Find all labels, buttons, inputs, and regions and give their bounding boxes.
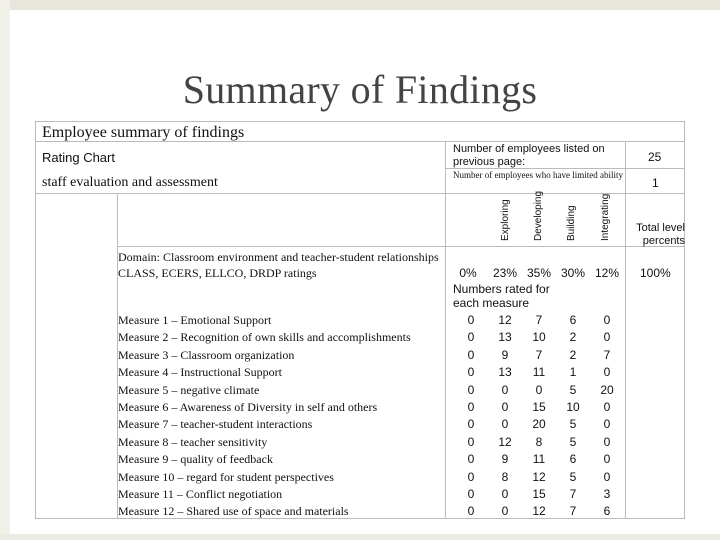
measure-value-cell: 0 (603, 435, 611, 449)
column-header-exploring: Exploring (500, 199, 511, 241)
domain-ratings: CLASS, ECERS, ELLCO, DRDP ratings (118, 266, 317, 280)
measure-name: Measure 8 – teacher sensitivity (118, 435, 268, 449)
total-percent: 100% (640, 266, 671, 280)
measure-value-cell: 8 (535, 435, 543, 449)
measure-name: Measure 9 – quality of feedback (118, 452, 273, 466)
measure-name: Measure 3 – Classroom organization (118, 348, 295, 362)
rating-chart-label: Rating Chart (42, 150, 115, 165)
measure-value-cell: 0 (467, 365, 475, 379)
measure-value-cell: 20 (532, 417, 546, 431)
measure-value-cell: 6 (569, 313, 577, 327)
measure-value-cell: 9 (501, 348, 509, 362)
measure-value-cell: 5 (569, 470, 577, 484)
measure-value-cell: 10 (532, 330, 546, 344)
measure-value-cell: 11 (532, 452, 546, 466)
measure-value-cell: 20 (600, 383, 614, 397)
measure-value-cell: 0 (467, 383, 475, 397)
numbers-rated-label: Numbers rated for each measure (453, 282, 550, 310)
measure-value-cell: 0 (603, 417, 611, 431)
table-divider (35, 141, 685, 142)
measure-value-cell: 12 (532, 504, 546, 518)
measure-value-cell: 0 (501, 400, 509, 414)
measure-value-cell: 0 (501, 417, 509, 431)
measure-value-cell: 7 (569, 487, 577, 501)
percent-cell: 0% (459, 266, 477, 280)
employees-listed-label: Number of employees listed on previous page: (453, 143, 605, 168)
measure-value-cell: 7 (569, 504, 577, 518)
measure-value-cell: 2 (569, 330, 577, 344)
measure-value-cell: 12 (532, 470, 546, 484)
percent-cell: 35% (526, 266, 552, 280)
measure-value-cell: 1 (569, 365, 577, 379)
measure-value-cell: 0 (467, 400, 475, 414)
measure-value-cell: 2 (569, 348, 577, 362)
domain-title: Domain: Classroom environment and teacher-student relationships (118, 250, 439, 264)
measure-name: Measure 6 – Awareness of Diversity in self and others (118, 400, 378, 414)
percent-cell: 30% (560, 266, 586, 280)
measure-value-cell: 0 (501, 383, 509, 397)
measure-value-cell: 5 (569, 383, 577, 397)
measure-value-cell: 6 (569, 452, 577, 466)
measure-name: Measure 7 – teacher-student interactions (118, 417, 313, 431)
employees-listed-value: 25 (648, 150, 662, 164)
measure-value-cell: 0 (467, 470, 475, 484)
measure-value-cell: 5 (569, 417, 577, 431)
measure-value-cell: 15 (532, 487, 546, 501)
measure-value-cell: 0 (603, 330, 611, 344)
total-level-header: Total level percents (636, 222, 685, 247)
measure-value-cell: 0 (603, 313, 611, 327)
measure-value-cell: 0 (535, 383, 543, 397)
measure-value-cell: 0 (467, 504, 475, 518)
measure-value-cell: 7 (535, 313, 543, 327)
measure-value-cell: 0 (603, 400, 611, 414)
bottom-decoration-band (0, 534, 720, 540)
measure-value-cell: 0 (501, 504, 509, 518)
measure-value-cell: 3 (603, 487, 611, 501)
table-subtitle: Employee summary of findings (42, 124, 245, 141)
measure-value-cell: 0 (467, 348, 475, 362)
measure-value-cell: 0 (501, 487, 509, 501)
measure-value-cell: 0 (467, 487, 475, 501)
column-header-developing: Developing (533, 190, 544, 241)
measure-name: Measure 11 – Conflict negotiation (118, 487, 283, 501)
table-divider (625, 141, 626, 519)
column-header-building: Building (566, 205, 577, 241)
measure-name: Measure 2 – Recognition of own skills and accomplishments (118, 330, 411, 344)
column-header-integrating: Integrating (600, 193, 611, 241)
measure-value-cell: 0 (467, 417, 475, 431)
measure-value-cell: 0 (467, 452, 475, 466)
measure-value-cell: 15 (532, 400, 546, 414)
measure-name: Measure 5 – negative climate (118, 383, 260, 397)
measure-value-cell: 8 (501, 470, 509, 484)
measure-value-cell: 13 (498, 365, 512, 379)
measure-value-cell: 10 (566, 400, 580, 414)
measure-value-cell: 0 (603, 452, 611, 466)
measure-value-cell: 9 (501, 452, 509, 466)
slide-title: Summary of Findings (182, 67, 538, 112)
measure-value-cell: 7 (535, 348, 543, 362)
limited-ability-value: 1 (652, 176, 659, 190)
measure-value-cell: 6 (603, 504, 611, 518)
table-divider (445, 141, 446, 519)
measure-name: Measure 4 – Instructional Support (118, 365, 282, 379)
measure-value-cell: 11 (532, 365, 546, 379)
percent-cell: 23% (492, 266, 518, 280)
measure-value-cell: 7 (603, 348, 611, 362)
measure-value-cell: 0 (603, 470, 611, 484)
measure-value-cell: 12 (498, 313, 512, 327)
measure-name: Measure 12 – Shared use of space and materials (118, 504, 349, 518)
measure-name: Measure 10 – regard for student perspectives (118, 470, 334, 484)
table-divider (35, 193, 685, 194)
measure-value-cell: 0 (467, 313, 475, 327)
staff-evaluation-label: staff evaluation and assessment (42, 175, 218, 190)
measure-value-cell: 0 (603, 365, 611, 379)
measure-value-cell: 5 (569, 435, 577, 449)
measure-value-cell: 12 (498, 435, 512, 449)
measure-value-cell: 13 (498, 330, 512, 344)
table-divider (117, 246, 685, 247)
percent-cell: 12% (594, 266, 620, 280)
measure-name: Measure 1 – Emotional Support (118, 313, 272, 327)
measure-value-cell: 0 (467, 435, 475, 449)
top-decoration-band (0, 0, 720, 10)
limited-ability-label: Number of employees who have limited ability (453, 170, 623, 180)
measure-value-cell: 0 (467, 330, 475, 344)
